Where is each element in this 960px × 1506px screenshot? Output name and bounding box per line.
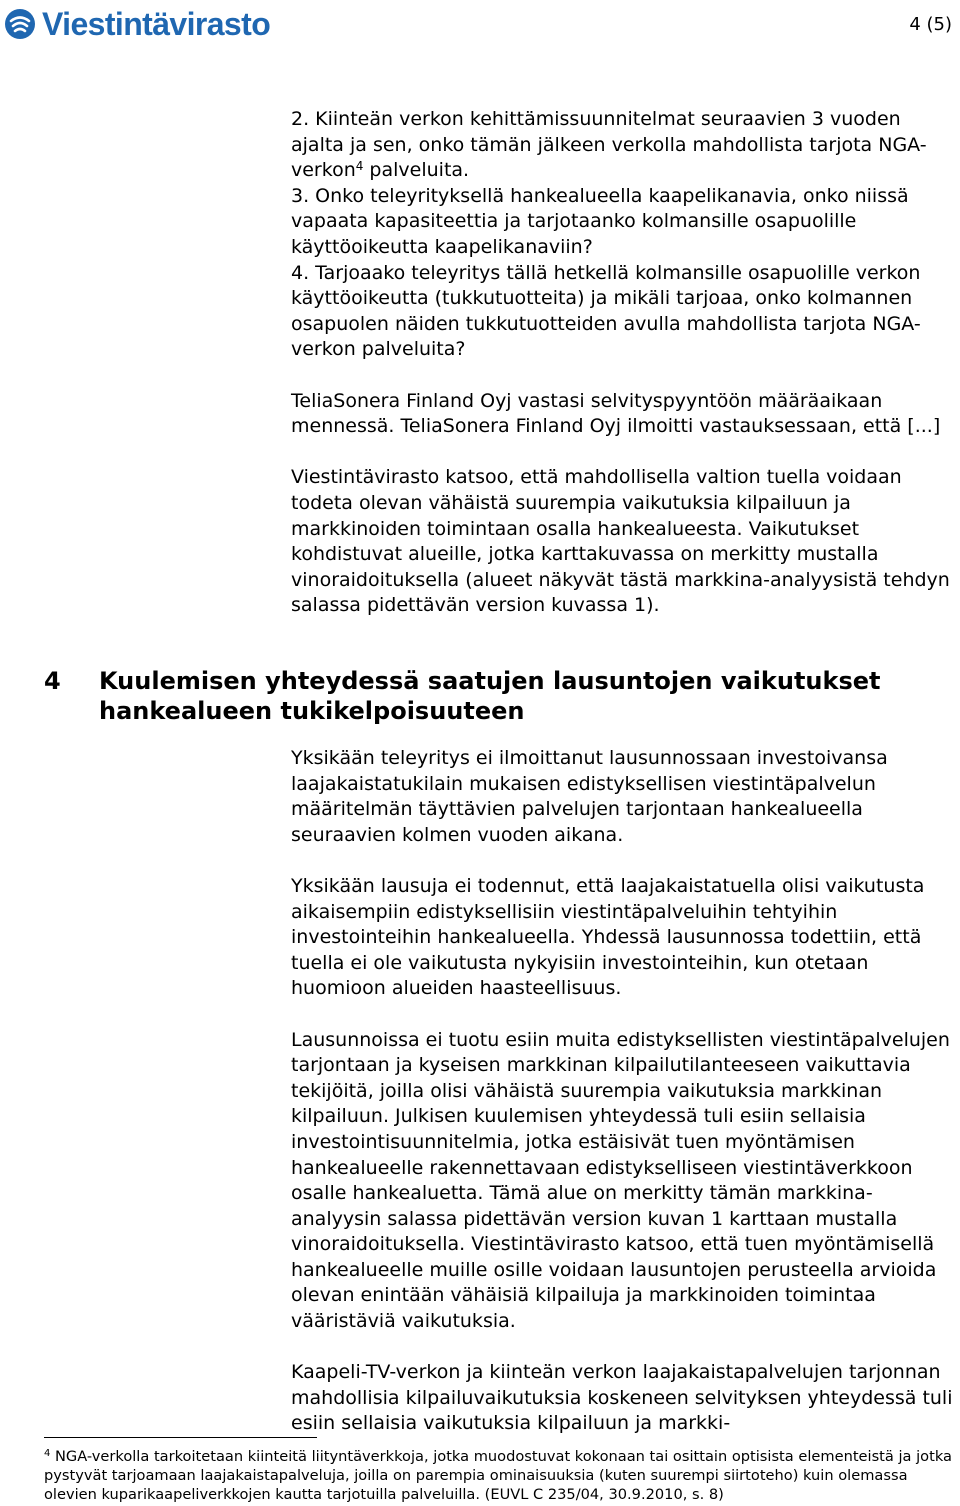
section-title: Kuulemisen yhteydessä saatujen lausuntojen vaikutukset hankealueen tukikelpoisuuteen [99,667,881,725]
paragraph: TeliaSonera Finland Oyj vastasi selvityspyyntöön määräaikaan mennessä. TeliaSonera Finland Oyj ilmoitti vastauksessaan, että [...] [291,389,941,438]
section-body [291,746,959,1437]
list-item-4: 4. Tarjoaako teleyritys tällä hetkellä kolmansille osapuolille verkon käyttöoikeutta (tukkutuotteita) ja mikäli tarjoaa, onko kolmannen osapuolen näiden tukkutuotteiden avulla mahdollista tarjota NGA-verkon palveluita? [291,261,921,361]
footnote-marker: 4 [44,1448,51,1459]
upper-body [291,107,959,619]
footnote-text: NGA-verkolla tarkoitetaan kiinteitä liityntäverkkoja, jotka muodostuvat kokonaan tai osittain optisista elementeistä ja jotka pystyvät tarjoamaan laajakaistapalveluja, joilla on parempia ominaisuuksia (kuten suurempi siirtoteho) kuin olemassa olevien kuparikaapeliverkkojen kautta tarjotuilla palveluilla. (EUVL C 235/04, 30.9.2010, s. 8) [44,1448,952,1503]
list-item-2: 2. Kiinteän verkon kehittämissuunnitelmat seuraavien 3 vuoden ajalta ja sen, onko tämän jälkeen verkolla mahdollista tarjota NGA-verkon$^4$ palveluita. [291,108,927,182]
paragraph: Kaapeli-TV-verkon ja kiinteän verkon laajakaistapalvelujen tarjonnan mahdollisia kilpailuvaikutuksia koskeneen selvityksen yhteydessä tuli esiin sellaisia vaikutuksia kilpailuun ja markki- [291,1361,953,1435]
page-number: 4 (5) [909,14,952,35]
paragraph: Viestintävirasto katsoo, että mahdollisella valtion tuella voidaan todeta olevan vähäistä suurempia vaikutuksia kilpailuun ja markkinoiden toimintaan osalla hankealueesta. Vaikutukset kohdistuvat alueille, jotka karttakuvassa on merkitty mustalla vinoraidoituksella (alueet näkyvät tästä markkina-analyysistä tehdyn salassa pidettävän version kuvassa 1). [291,466,950,617]
paragraph: Yksikään teleyritys ei ilmoittanut lausunnossaan investoivansa laajakaistatukilain mukaisen edistyksellisen viestintäpalvelun määritelmän täyttävien palvelujen tarjontaan hankealueella seuraavien kolmen vuoden aikana. [291,747,888,846]
agency-logo [4,4,270,44]
logo-emblem-icon [4,8,36,40]
section-number: 4 [44,667,61,695]
footnote [44,1447,956,1504]
footnote-divider [44,1437,317,1438]
paragraph: Yksikään lausuja ei todennut, että laajakaistatuella olisi vaikutusta aikaisempiin edistyksellisiin viestintäpalveluihin tehtyihin investointeihin hankealueella. Yhdessä lausunnossa todettiin, että tuella ei ole vaikutusta nykyisiin investointeihin, kun otetaan huomioon alueiden haasteellisuus. [291,874,925,1000]
logo-text: Viestintävirasto [42,6,271,42]
footnote-ref[interactable]: 4 [355,159,364,174]
paragraph: Lausunnoissa ei tuotu esiin muita edistyksellisten viestintäpalvelujen tarjontaan ja kyseisen markkinan kilpailutilanteeseen vaikuttavia tekijöitä, joilla olisi vähäistä suurempia vaikutuksia markkinan kilpailuun. Julkisen kuulemisen yhteydessä tuli esiin sellaisia investointisuunnitelmia, jotka estäisivät tuen myöntämisen hankealueelle rakennettavaan edistykselliseen viestintäverkkoon osalle hankealuetta. Tämä alue on merkitty tämän markkina-analyysin salassa pidettävän version kuvan 1 karttaan mustalla vinoraidoituksella. Viestintävirasto katsoo, että tuen myöntämisellä hankealueelle muille osille voidaan lausuntojen perusteella arvioida olevan enintään vähäisiä kilpailuja ja markkinoiden toimintaa vääristäviä vaikutuksia. [291,1028,950,1333]
list-item-3: 3. Onko teleyrityksellä hankealueella kaapelikanavia, onko niissä vapaata kapasiteettia ja tarjotaanko kolmansille osapuolille käyttöoikeutta kaapelikanaviin? [291,184,909,258]
